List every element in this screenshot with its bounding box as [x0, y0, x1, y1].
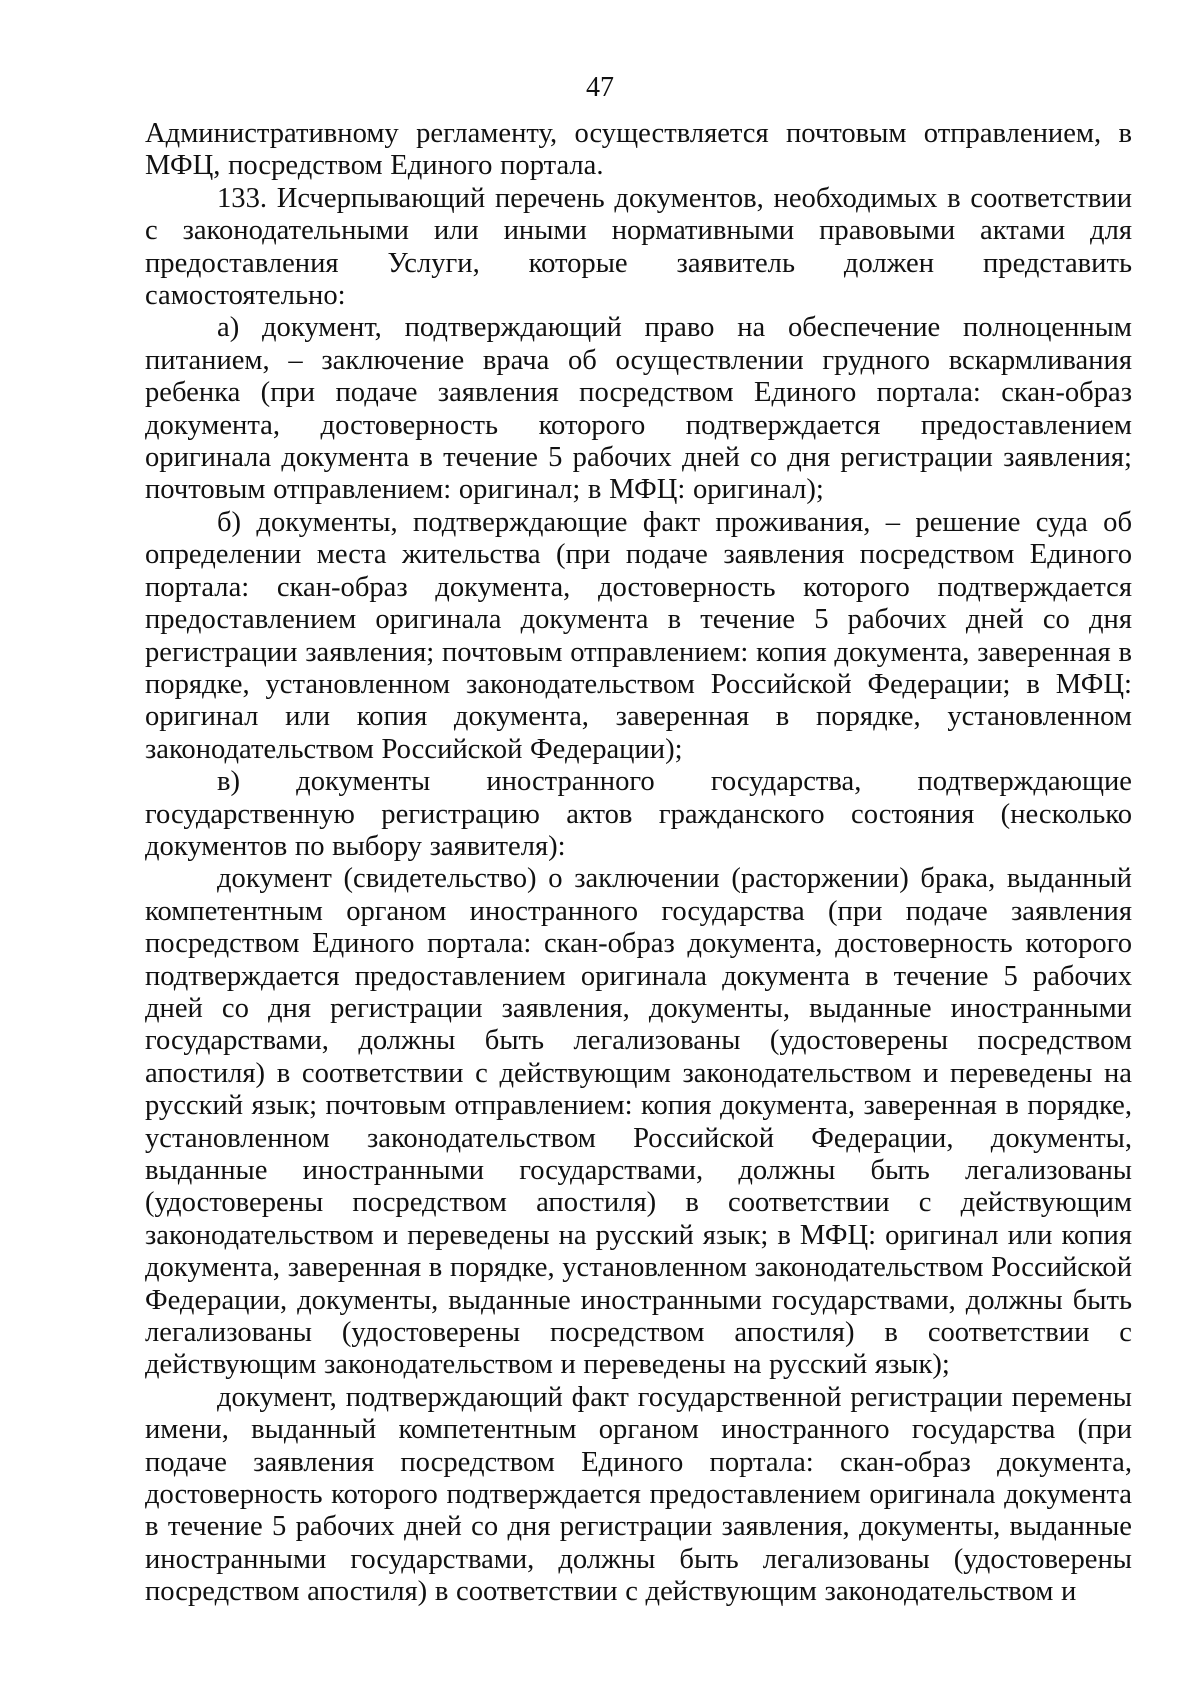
paragraph-name-change: документ, подтверждающий факт государственной регистрации перемены имени, выданный компетентным органом иностранного государства (при подаче заявления посредством Единого портала: скан-образ документа, достоверность которого подтверждается предоставлением оригинала документа в течение 5 рабочих дней со дня регистрации заявления, документы, выданные иностранными государствами, должны быть легализованы (удостоверены посредством апостиля) в соответствии с действующим законодательством и	[145, 1381, 1132, 1608]
paragraph-subitem-b: б) документы, подтверждающие факт проживания, – решение суда об определении места жительства (при подаче заявления посредством Единого портала: скан-образ документа, достоверность которого подтверждается предоставлением оригинала документа в течение 5 рабочих дней со дня регистрации заявления; почтовым отправлением: копия документа, заверенная в порядке, установленном законодательством Российской Федерации; в МФЦ: оригинал или копия документа, заверенная в порядке, установленном законодательством Российской Федерации);	[145, 506, 1132, 765]
paragraph-marriage-certificate: документ (свидетельство) о заключении (расторжении) брака, выданный компетентным органом иностранного государства (при подаче заявления посредством Единого портала: скан-образ документа, достоверность которого подтверждается предоставлением оригинала документа в течение 5 рабочих дней со дня регистрации заявления, документы, выданные иностранными государствами, должны быть легализованы (удостоверены посредством апостиля) в соответствии с действующим законодательством и переведены на русский язык; почтовым отправлением: копия документа, заверенная в порядке, установленном законодательством Российской Федерации, документы, выданные иностранными государствами, должны быть легализованы (удостоверены посредством апостиля) в соответствии с действующим законодательством и переведены на русский язык; в МФЦ: оригинал или копия документа, заверенная в порядке, установленном законодательством Российской Федерации, документы, выданные иностранными государствами, должны быть легализованы (удостоверены посредством апостиля) в соответствии с действующим законодательством и переведены на русский язык);	[145, 863, 1132, 1381]
paragraph-subitem-a: а) документ, подтверждающий право на обеспечение полноценным питанием, – заключение врача об осуществлении грудного вскармливания ребенка (при подаче заявления посредством Единого портала: скан-образ документа, достоверность которого подтверждается предоставлением оригинала документа в течение 5 рабочих дней со дня регистрации заявления; почтовым отправлением: оригинал; в МФЦ: оригинал);	[145, 312, 1132, 506]
page-number: 47	[586, 72, 614, 103]
paragraph-subitem-v: в) документы иностранного государства, подтверждающие государственную регистрацию актов гражданского состояния (несколько документов по выбору заявителя):	[145, 766, 1132, 862]
paragraph-item-133: 133. Исчерпывающий перечень документов, необходимых в соответствии с законодательными или иными нормативными правовыми актами для предоставления Услуги, которые заявитель должен представить самостоятельно:	[145, 182, 1132, 312]
paragraph-continuation: Административному регламенту, осуществляется почтовым отправлением, в МФЦ, посредством Единого портала.	[145, 118, 1132, 182]
document-body	[145, 118, 1132, 1609]
